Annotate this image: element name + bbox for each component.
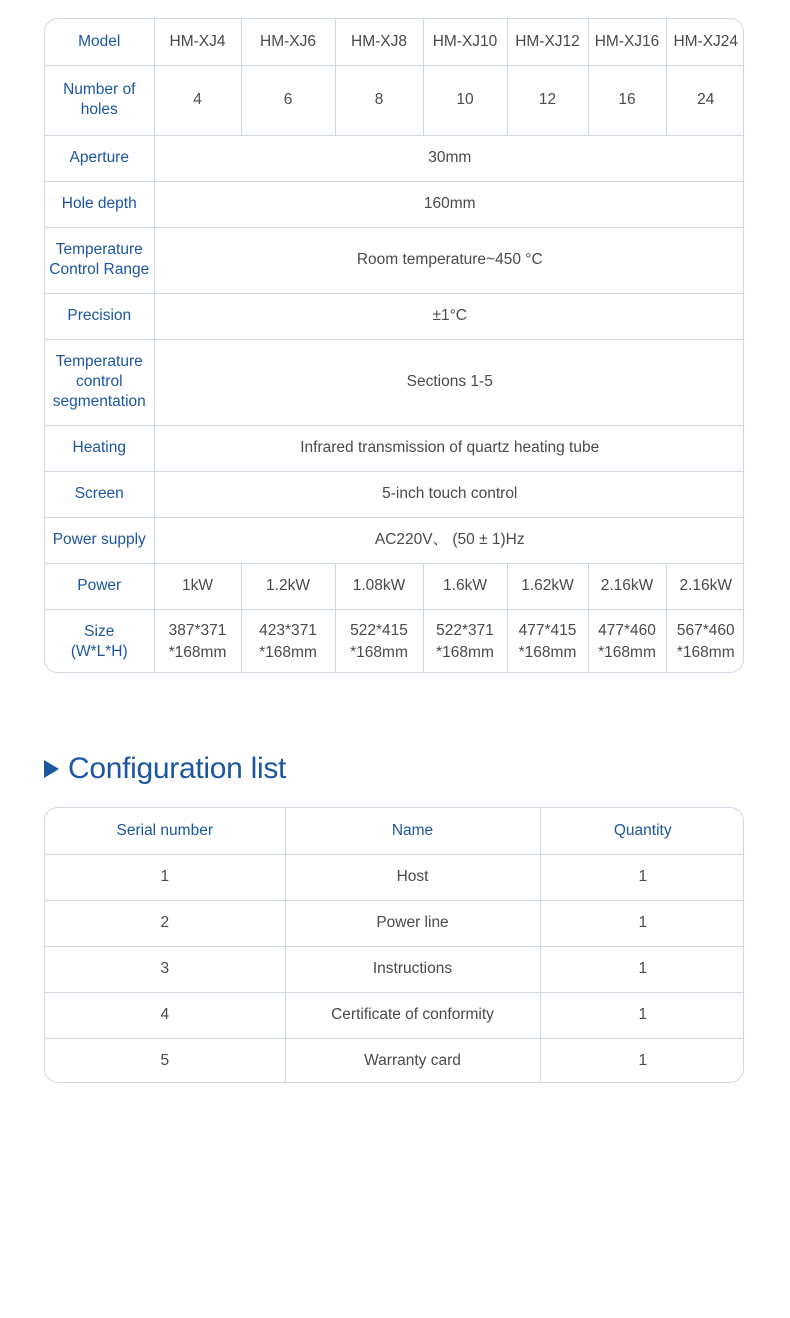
holes-cell: 8 (335, 65, 423, 135)
size-row (45, 609, 744, 673)
screen-label: Screen (45, 471, 154, 517)
size-cell: 387*371 *168mm (154, 609, 241, 673)
table-row (45, 946, 744, 992)
temp-range-label: Temperature Control Range (45, 227, 154, 293)
name-cell: Certificate of conformity (285, 992, 540, 1038)
triangle-right-icon (44, 760, 59, 778)
size-cell: 522*415 *168mm (335, 609, 423, 673)
heating-row (45, 425, 744, 471)
column-header-quantity: Quantity (540, 808, 744, 854)
model-label: Model (45, 19, 154, 65)
screen-row (45, 471, 744, 517)
holes-cell: 16 (588, 65, 666, 135)
size-cell: 477*415 *168mm (507, 609, 588, 673)
model-cell: HM-XJ16 (588, 19, 666, 65)
aperture-label: Aperture (45, 135, 154, 181)
size-label: Size (W*L*H) (45, 609, 154, 673)
power-cell: 2.16kW (588, 563, 666, 609)
column-header-name: Name (285, 808, 540, 854)
quantity-cell: 1 (540, 1038, 744, 1083)
holes-cell: 10 (423, 65, 507, 135)
serial-cell: 2 (45, 900, 285, 946)
hole-depth-value: 160mm (154, 181, 744, 227)
holes-cell: 12 (507, 65, 588, 135)
aperture-row (45, 135, 744, 181)
table-row (45, 900, 744, 946)
heating-value: Infrared transmission of quartz heating tube (154, 425, 744, 471)
quantity-cell: 1 (540, 854, 744, 900)
config-section-heading (44, 748, 286, 790)
power-label: Power (45, 563, 154, 609)
name-cell: Instructions (285, 946, 540, 992)
segmentation-value: Sections 1-5 (154, 339, 744, 425)
table-row (45, 1038, 744, 1083)
model-cell: HM-XJ24 (666, 19, 744, 65)
precision-row (45, 293, 744, 339)
config-table (44, 807, 744, 1083)
config-header-row (45, 808, 744, 854)
serial-cell: 4 (45, 992, 285, 1038)
name-cell: Warranty card (285, 1038, 540, 1083)
precision-value: ±1°C (154, 293, 744, 339)
size-cell: 567*460 *168mm (666, 609, 744, 673)
table-row (45, 854, 744, 900)
temp-range-row (45, 227, 744, 293)
holes-label: Number of holes (45, 65, 154, 135)
column-header-serial: Serial number (45, 808, 285, 854)
config-title: Configuration list (68, 752, 287, 785)
power-cell: 1.62kW (507, 563, 588, 609)
serial-cell: 5 (45, 1038, 285, 1083)
power-cell: 1kW (154, 563, 241, 609)
hole-depth-label: Hole depth (45, 181, 154, 227)
power-cell: 2.16kW (666, 563, 744, 609)
model-cell: HM-XJ6 (241, 19, 335, 65)
size-cell: 477*460 *168mm (588, 609, 666, 673)
hole-depth-row (45, 181, 744, 227)
power-cell: 1.2kW (241, 563, 335, 609)
quantity-cell: 1 (540, 992, 744, 1038)
model-cell: HM-XJ4 (154, 19, 241, 65)
name-cell: Host (285, 854, 540, 900)
serial-cell: 1 (45, 854, 285, 900)
segmentation-row (45, 339, 744, 425)
power-supply-row (45, 517, 744, 563)
screen-value: 5-inch touch control (154, 471, 744, 517)
holes-cell: 6 (241, 65, 335, 135)
holes-row (45, 65, 744, 135)
power-cell: 1.6kW (423, 563, 507, 609)
power-supply-label: Power supply (45, 517, 154, 563)
spec-table (44, 18, 744, 673)
holes-cell: 24 (666, 65, 744, 135)
model-cell: HM-XJ8 (335, 19, 423, 65)
aperture-value: 30mm (154, 135, 744, 181)
holes-cell: 4 (154, 65, 241, 135)
size-cell: 522*371 *168mm (423, 609, 507, 673)
table-row (45, 992, 744, 1038)
power-row (45, 563, 744, 609)
model-row (45, 19, 744, 65)
segmentation-label: Temperature control segmentation (45, 339, 154, 425)
model-cell: HM-XJ10 (423, 19, 507, 65)
power-cell: 1.08kW (335, 563, 423, 609)
quantity-cell: 1 (540, 900, 744, 946)
heating-label: Heating (45, 425, 154, 471)
quantity-cell: 1 (540, 946, 744, 992)
size-cell: 423*371 *168mm (241, 609, 335, 673)
name-cell: Power line (285, 900, 540, 946)
model-cell: HM-XJ12 (507, 19, 588, 65)
serial-cell: 3 (45, 946, 285, 992)
precision-label: Precision (45, 293, 154, 339)
power-supply-value: AC220V、 (50 ± 1)Hz (154, 517, 744, 563)
temp-range-value: Room temperature~450 °C (154, 227, 744, 293)
